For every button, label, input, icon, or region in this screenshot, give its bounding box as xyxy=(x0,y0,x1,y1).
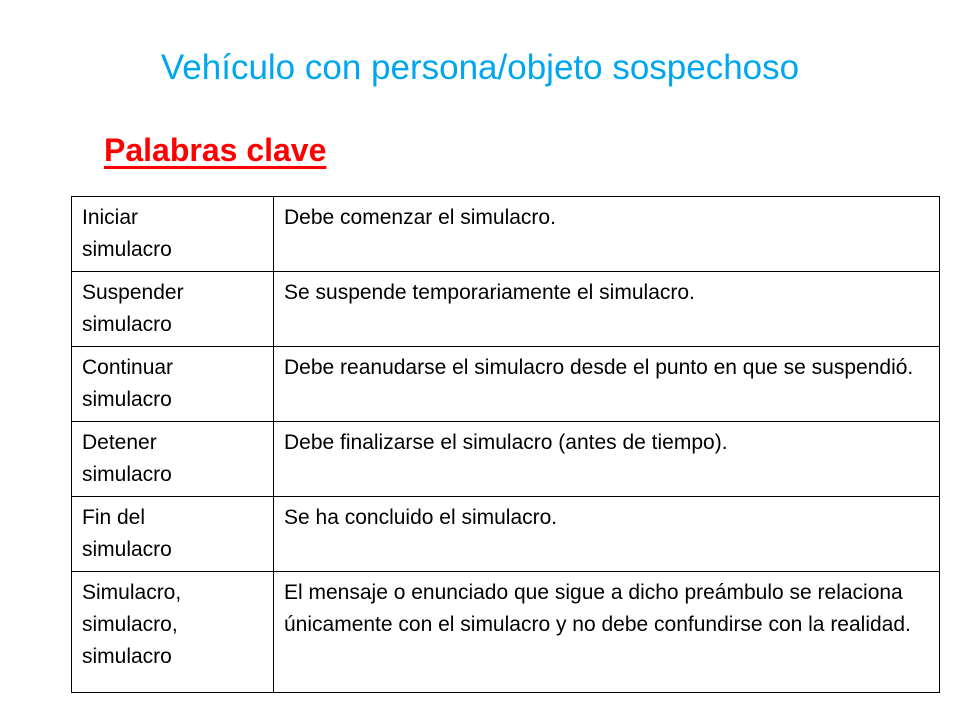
keyword-cell: Detener simulacro xyxy=(72,422,274,497)
keyword-cell: Simulacro, simulacro, simulacro xyxy=(72,572,274,693)
table-row xyxy=(72,272,940,347)
keyword-cell: Continuar simulacro xyxy=(72,347,274,422)
table-row xyxy=(72,422,940,497)
keywords-heading: Palabras clave xyxy=(104,132,327,168)
meaning-cell: Debe finalizarse el simulacro (antes de tiempo). xyxy=(274,422,940,497)
keyword-cell: Iniciar simulacro xyxy=(72,197,274,272)
table-row xyxy=(72,497,940,572)
table-row xyxy=(72,347,940,422)
table-row xyxy=(72,197,940,272)
keywords-table xyxy=(71,196,940,693)
meaning-cell: Debe comenzar el simulacro. xyxy=(274,197,940,272)
table-row xyxy=(72,572,940,693)
keyword-cell: Suspender simulacro xyxy=(72,272,274,347)
meaning-cell: Se suspende temporariamente el simulacro. xyxy=(274,272,940,347)
meaning-cell: Debe reanudarse el simulacro desde el punto en que se suspendió. xyxy=(274,347,940,422)
meaning-cell: Se ha concluido el simulacro. xyxy=(274,497,940,572)
keyword-cell: Fin del simulacro xyxy=(72,497,274,572)
meaning-cell: El mensaje o enunciado que sigue a dicho preámbulo se relaciona únicamente con el simulacro y no debe confundirse con la realidad. xyxy=(274,572,940,693)
slide-title: Vehículo con persona/objeto sospechoso xyxy=(160,48,800,87)
